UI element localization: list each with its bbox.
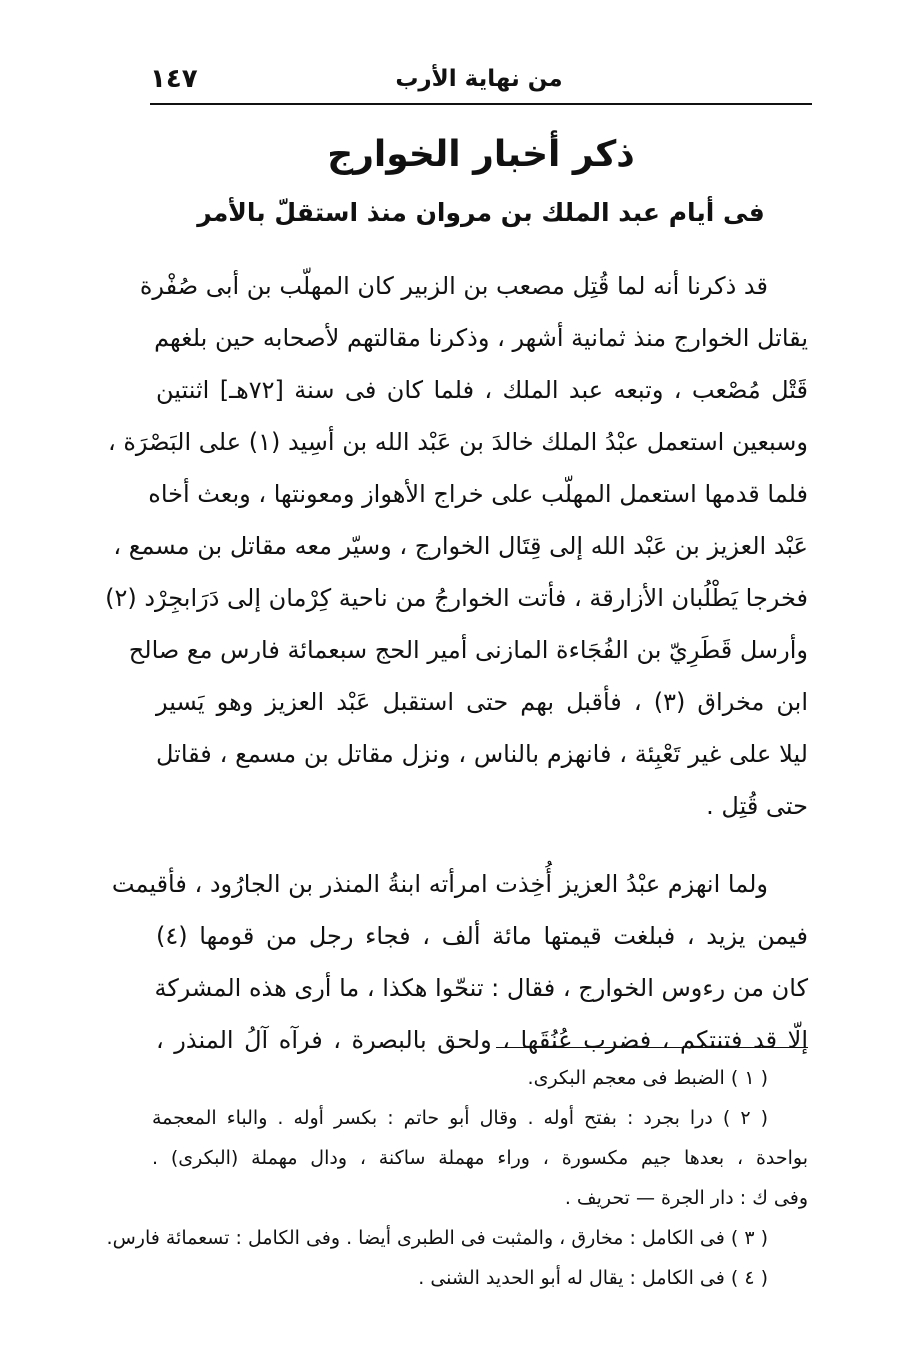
header-divider — [150, 103, 812, 105]
text-line: فخرجا يَطْلُبان الأزارقة ، فأتت الخوارجُ من ناحية كِرْمان إلى دَرَابجِرْد (٢) — [105, 584, 808, 612]
footnote-3: ( ٣ ) فى الكامل : مخارق ، والمثبت فى الطبرى أيضا . وفى الكامل : تسعمائة فارس. — [106, 1227, 768, 1249]
text-line: إلّا قد فتنتكم ، فضرب عُنُقَها ، ولحق بالبصرة ، فرآه آلُ المنذر ، — [156, 1026, 808, 1054]
text-line: ولما انهزم عبْدُ العزيز أُخِذت امرأته ابنةُ المنذر بن الجارُود ، فأقيمت — [111, 870, 768, 898]
body-text — [105, 260, 809, 1066]
footnote-4: ( ٤ ) فى الكامل : يقال له أبو الحديد الشنى . — [418, 1267, 768, 1289]
page-number: ١٤٧ — [150, 64, 198, 94]
footnotes — [106, 1058, 808, 1298]
text-line: وسبعين استعمل عبْدُ الملك خالدَ بن عَبْد الله بن أسِيد (١) على البَصْرَة ، — [107, 428, 808, 456]
running-title: من نهاية الأرب — [395, 66, 563, 92]
text-line: ابن مخراق (٣) ، فأقبل بهم حتى استقبل عَبْد العزيز وهو يَسير — [156, 688, 809, 716]
footnote-1: ( ١ ) الضبط فى معجم البكرى. — [527, 1067, 768, 1089]
paragraph-1 — [105, 260, 809, 832]
paragraph-gap — [156, 832, 808, 858]
paragraph-2 — [111, 858, 808, 1066]
text-line: كان من رءوس الخوارج ، فقال : تنحّوا هكذا ، ما أرى هذه المشركة — [154, 974, 808, 1002]
text-line: فلما قدمها استعمل المهلّب على خراج الأهواز ومعونتها ، وبعث أخاه — [148, 480, 808, 508]
text-line: قد ذكرنا أنه لما قُتِل مصعب بن الزبير كان المهلّب بن أبى صُفْرة — [139, 272, 768, 300]
text-line: يقاتل الخوارج منذ ثمانية أشهر ، وذكرنا مقالتهم لأصحابه حين بلغهم — [154, 324, 808, 352]
text-line: حتى قُتِل . — [706, 792, 808, 820]
text-line: عَبْد العزيز بن عَبْد الله إلى قِتَال الخوارج ، وسيّر معه مقاتل بن مسمع ، — [113, 532, 808, 560]
text-line: فيمن يزيد ، فبلغت قيمتها مائة ألف ، فجاء رجل من قومها (٤) — [156, 922, 808, 950]
footnote-2: ( ٢ ) درا بجرد : بفتح أوله . وقال أبو حاتم : بكسر أوله . والباء المعجمة — [152, 1107, 768, 1129]
text-line: قَتْل مُصْعب ، وتبعه عبد الملك ، فلما كان فى سنة [٧٢هـ] اثنتين — [156, 376, 808, 404]
section-subtitle: فى أيام عبد الملك بن مروان منذ استقلّ بالأمر — [197, 198, 765, 227]
footnote-divider — [496, 1047, 808, 1048]
text-line: وأرسل قَطَرِيّ بن الفُجَاءة المازنى أمير الحج سبعمائة فارس مع صالح — [128, 636, 808, 664]
text-line: ليلا على غير تَعْبِئة ، فانهزم بالناس ، ونزل مقاتل بن مسمع ، فقاتل — [156, 740, 808, 768]
section-title: ذكر أخبار الخوارج — [327, 134, 635, 175]
footnote-2-continued: بواحدة ، بعدها جيم مكسورة ، وراء مهملة ساكنة ، ودال مهملة (البكرى) . — [152, 1147, 808, 1169]
footnote-2-continued: وفى ك : دار الجرة — تحريف . — [564, 1187, 808, 1209]
